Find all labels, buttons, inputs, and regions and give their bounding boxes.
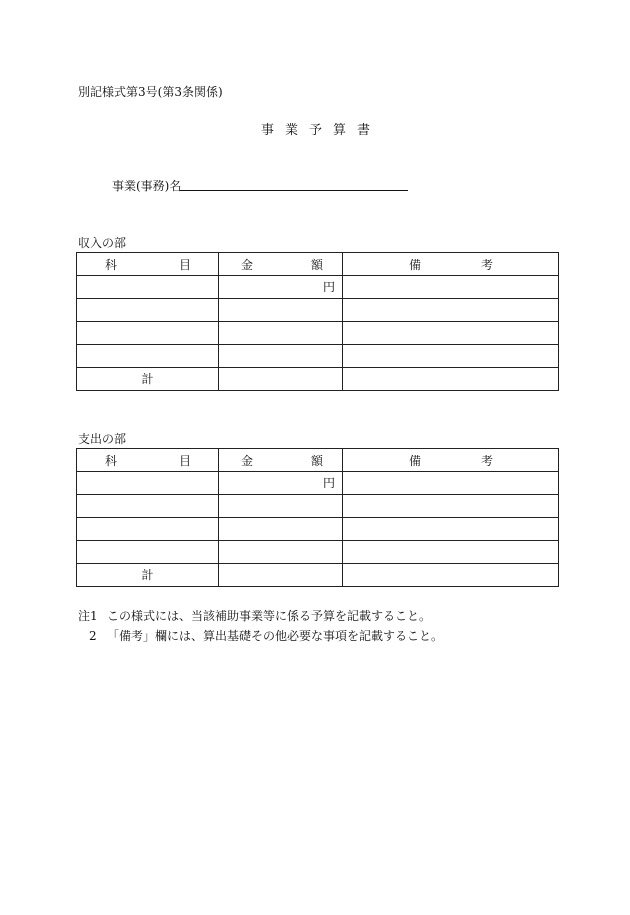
total-row — [77, 368, 559, 391]
remarks-cell[interactable] — [343, 541, 559, 564]
table-header-row — [77, 449, 559, 472]
item-cell[interactable] — [77, 495, 219, 518]
amount-cell[interactable] — [219, 495, 343, 518]
table-row — [77, 541, 559, 564]
amount-cell[interactable] — [219, 518, 343, 541]
item-cell[interactable] — [77, 472, 219, 495]
header-amount: 金 額 — [219, 253, 343, 276]
business-name-label: 事業(事務)名 — [112, 179, 182, 193]
income-table — [76, 252, 559, 391]
table-row — [77, 518, 559, 541]
form-label: 別記様式第3号(第3条関係) — [78, 85, 223, 99]
table-row — [77, 472, 559, 495]
item-cell[interactable] — [77, 518, 219, 541]
item-cell[interactable] — [77, 322, 219, 345]
amount-cell[interactable] — [219, 299, 343, 322]
table-row — [77, 322, 559, 345]
remarks-cell[interactable] — [343, 472, 559, 495]
amount-cell[interactable] — [219, 322, 343, 345]
remarks-cell[interactable] — [343, 495, 559, 518]
total-remarks-cell[interactable] — [343, 564, 559, 587]
header-item: 科 目 — [77, 449, 219, 472]
total-label: 計 — [77, 564, 219, 587]
item-cell[interactable] — [77, 541, 219, 564]
table-row — [77, 299, 559, 322]
remarks-cell[interactable] — [343, 518, 559, 541]
amount-cell[interactable] — [219, 345, 343, 368]
amount-cell[interactable]: 円 — [219, 472, 343, 495]
header-item: 科 目 — [77, 253, 219, 276]
header-amount: 金 額 — [219, 449, 343, 472]
document-title: 事業予算書 — [260, 123, 381, 138]
expense-table — [76, 448, 559, 587]
item-cell[interactable] — [77, 276, 219, 299]
item-cell[interactable] — [77, 345, 219, 368]
note-2-text: 「備考」欄には、算出基礎その他必要な事項を記載すること。 — [107, 629, 444, 643]
table-row — [77, 495, 559, 518]
remarks-cell[interactable] — [343, 322, 559, 345]
table-row — [77, 345, 559, 368]
item-cell[interactable] — [77, 299, 219, 322]
table-header-row — [77, 253, 559, 276]
remarks-cell[interactable] — [343, 299, 559, 322]
total-amount-cell[interactable] — [219, 368, 343, 391]
remarks-cell[interactable] — [343, 276, 559, 299]
amount-cell[interactable] — [219, 541, 343, 564]
header-remarks: 備 考 — [343, 253, 559, 276]
note-2-number: 2 — [89, 629, 97, 643]
total-label: 計 — [77, 368, 219, 391]
note-1-text: この様式には、当該補助事業等に係る予算を記載すること。 — [107, 609, 432, 623]
table-row — [77, 276, 559, 299]
expense-section-title: 支出の部 — [78, 432, 127, 446]
total-remarks-cell[interactable] — [343, 368, 559, 391]
total-amount-cell[interactable] — [219, 564, 343, 587]
income-section-title: 収入の部 — [78, 236, 127, 250]
remarks-cell[interactable] — [343, 345, 559, 368]
amount-cell[interactable]: 円 — [219, 276, 343, 299]
business-name-field-line[interactable] — [180, 190, 408, 191]
total-row — [77, 564, 559, 587]
note-1-number: 注1 — [78, 609, 98, 623]
header-remarks: 備 考 — [343, 449, 559, 472]
